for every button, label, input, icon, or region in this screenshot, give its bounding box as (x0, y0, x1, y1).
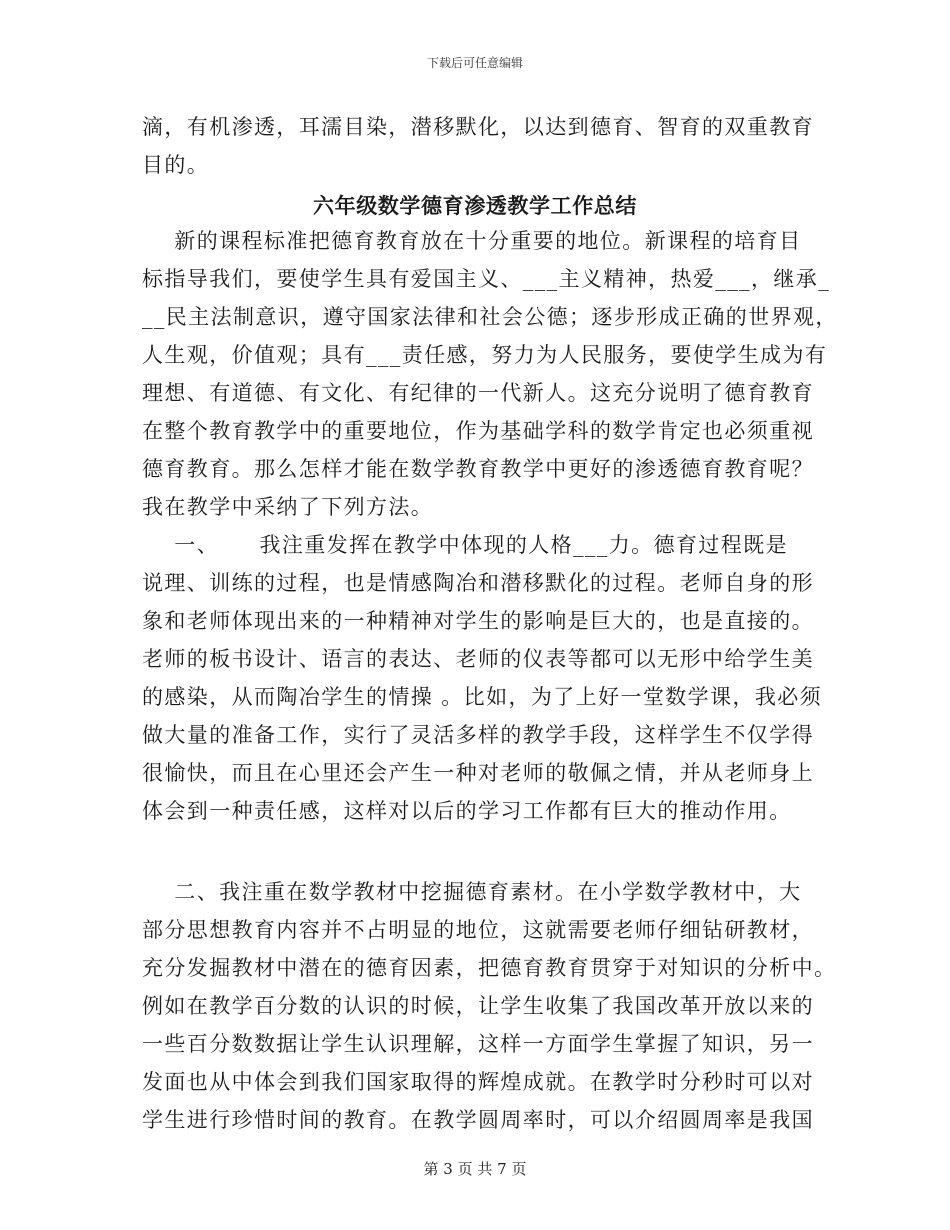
text-line: 我在教学中采纳了下列方法。 (142, 495, 434, 519)
text-line: __民主法制意识，遵守国家法律和社会公德；逐步形成正确的世界观， (142, 305, 838, 329)
text-line: 一、 我注重发挥在教学中体现的人格___力。德育过程既是 (142, 533, 788, 557)
text-line: 象和老师体现出来的一种精神对学生的影响是巨大的，也是直接的。 (142, 609, 814, 633)
text-line: 德育教育。那么怎样才能在数学教育教学中更好的渗透德育教育呢？ (142, 457, 814, 481)
section-title: 六年级数学德育渗透教学工作总结 (313, 194, 637, 218)
text-line: 人生观，价值观；具有___责任感，努力为人民服务，要使学生成为有 (142, 343, 828, 367)
text-line: 滴，有机渗透，耳濡目染，潜移默化，以达到德育、智育的双重教育 (142, 115, 814, 139)
text-line: 的感染，从而陶冶学生的情操 。比如，为了上好一堂数学课，我必须 (142, 685, 823, 709)
text-line: 充分发掘教材中潜在的德育因素，把德育教育贯穿于对知识的分析中。 (142, 956, 837, 980)
text-line: 学生进行珍惜时间的教育。在教学圆周率时，可以介绍圆周率是我国 (142, 1108, 814, 1132)
text-line: 标指导我们，要使学生具有爱国主义、___主义精神，热爱___，继承_ (142, 267, 831, 291)
text-line: 理想、有道德、有文化、有纪律的一代新人。这充分说明了德育教育 (142, 381, 814, 405)
text-line: 很愉快，而且在心里还会产生一种对老师的敬佩之情，并从老师身上 (142, 761, 814, 785)
text-line: 一些百分数数据让学生认识理解，这样一方面学生掌握了知识，另一 (142, 1032, 814, 1056)
text-line: 体会到一种责任感，这样对以后的学习工作都有巨大的推动作用。 (142, 799, 792, 823)
text-line: 目的。 (142, 153, 210, 177)
text-line: 新的课程标准把德育教育放在十分重要的地位。新课程的培育目 (142, 229, 802, 253)
text-line: 二、我注重在数学教材中挖掘德育素材。在小学数学教材中，大 (142, 880, 802, 904)
page-footer: 第 3 页 共 7 页 (423, 1160, 527, 1178)
text-line: 发面也从中体会到我们国家取得的辉煌成就。在教学时分秒时可以对 (142, 1070, 814, 1094)
text-line: 做大量的准备工作，实行了灵活多样的教学手段，这样学生不仅学得 (142, 723, 814, 747)
text-line: 说理、训练的过程，也是情感陶冶和潜移默化的过程。老师自身的形 (142, 571, 814, 595)
text-line: 在整个教育教学中的重要地位，作为基础学科的数学肯定也必须重视 (142, 419, 814, 443)
page-header: 下载后可任意编辑 (426, 56, 523, 70)
text-line: 老师的板书设计、语言的表达、老师的仪表等都可以无形中给学生美 (142, 647, 814, 671)
text-line: 例如在教学百分数的认识的时候，让学生收集了我国改革开放以来的 (142, 994, 814, 1018)
text-line: 部分思想教育内容并不占明显的地位，这就需要老师仔细钻研教材， (142, 918, 814, 942)
